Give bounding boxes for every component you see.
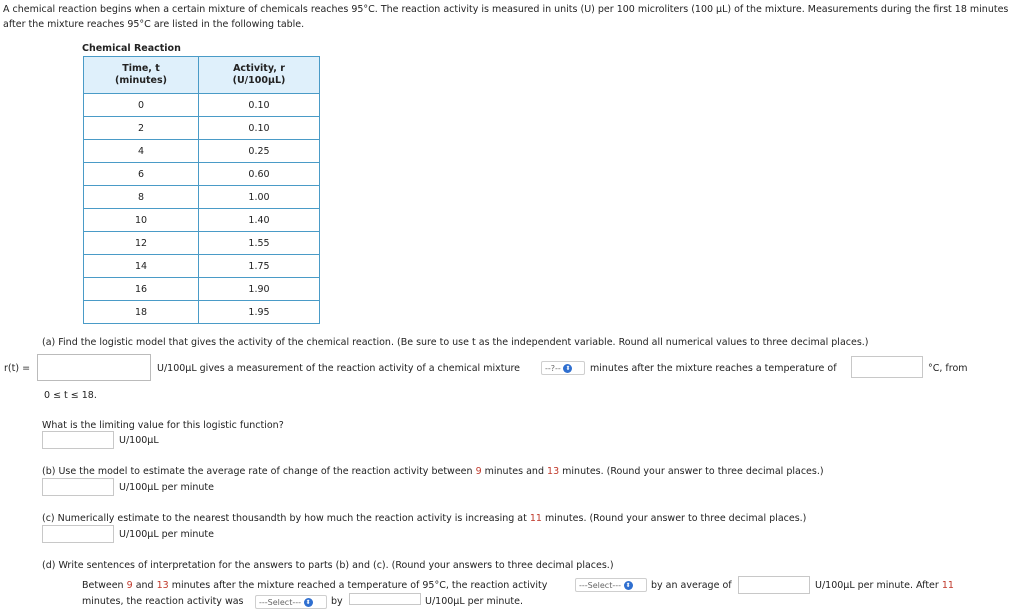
time-header: Time, t (minutes) <box>84 57 199 94</box>
part-c-unit: U/100µL per minute <box>119 529 214 540</box>
change-direction-select-2[interactable]: ---Select--- ⬍ <box>255 595 327 609</box>
activity-cell: 1.75 <box>199 255 320 278</box>
time-unit-select[interactable]: --?-- ⬍ <box>541 361 585 375</box>
intro-text: A chemical reaction begins when a certain mixture of chemicals reaches 95°C. The reaction activity is measured in units (U) per 100 microliters (100 µL) of the mixture. Measurements during the first 18 minutes after the mixture reaches 95°C are listed in the following table. <box>3 4 1009 30</box>
part-d-sentence1: Between 9 and 13 minutes after the mixture reached a temperature of 95°C, the reaction activity <box>82 580 548 591</box>
chevron-down-icon: ⬍ <box>565 365 571 372</box>
part-b-prompt: (b) Use the model to estimate the average rate of change of the reaction activity between 9 minutes and 13 minutes. (Round your answer to three decimal places.) <box>42 466 824 477</box>
table-row <box>84 209 320 232</box>
part-b-unit: U/100µL per minute <box>119 482 214 493</box>
time-cell: 16 <box>84 278 199 301</box>
table-row <box>84 301 320 324</box>
activity-cell: 1.55 <box>199 232 320 255</box>
activity-cell: 1.95 <box>199 301 320 324</box>
limit-question: What is the limiting value for this logistic function? <box>42 420 284 431</box>
rate-estimate-input[interactable] <box>42 525 114 543</box>
limit-unit: U/100µL <box>119 435 159 446</box>
part-d-prompt: (d) Write sentences of interpretation for the answers to parts (b) and (c). (Round your answers to three decimal places.) <box>42 560 614 571</box>
table-row <box>84 117 320 140</box>
data-table <box>83 56 320 324</box>
table-row <box>84 140 320 163</box>
part-d-text-end: U/100µL per minute. <box>425 596 523 607</box>
activity-cell: 0.10 <box>199 94 320 117</box>
part-d-text-after: U/100µL per minute. After 11 <box>815 580 954 591</box>
logistic-model-input[interactable] <box>37 354 151 381</box>
part-d-text-by: by <box>331 596 343 607</box>
time-cell: 14 <box>84 255 199 278</box>
activity-cell: 1.90 <box>199 278 320 301</box>
part-a-prompt: (a) Find the logistic model that gives the activity of the chemical reaction. (Be sure to use t as the independent variable. Round all numerical values to three decimal places.) <box>42 337 869 348</box>
table-row <box>84 232 320 255</box>
part-a-text3: °C, from <box>928 363 968 374</box>
change-direction-select-1[interactable]: ---Select--- ⬍ <box>575 578 647 592</box>
avg-interpretation-input[interactable] <box>738 576 810 594</box>
temperature-input[interactable] <box>851 356 923 378</box>
activity-cell: 0.10 <box>199 117 320 140</box>
time-cell: 6 <box>84 163 199 186</box>
function-label: r(t) = <box>4 363 31 374</box>
table-row <box>84 163 320 186</box>
time-cell: 12 <box>84 232 199 255</box>
domain-text: 0 ≤ t ≤ 18. <box>44 390 97 401</box>
table-row <box>84 278 320 301</box>
time-cell: 2 <box>84 117 199 140</box>
activity-cell: 1.00 <box>199 186 320 209</box>
time-cell: 8 <box>84 186 199 209</box>
chevron-down-icon: ⬍ <box>305 599 311 606</box>
table-row <box>84 255 320 278</box>
rate-interpretation-input[interactable] <box>349 593 421 605</box>
part-c-prompt: (c) Numerically estimate to the nearest thousandth by how much the reaction activity is increasing at 11 minutes. (Round your answer to three decimal places.) <box>42 513 807 524</box>
part-d-text-avg: by an average of <box>651 580 732 591</box>
table-row <box>84 186 320 209</box>
time-cell: 18 <box>84 301 199 324</box>
activity-cell: 1.40 <box>199 209 320 232</box>
avg-rate-input[interactable] <box>42 478 114 496</box>
part-a-text2: minutes after the mixture reaches a temperature of <box>590 363 837 374</box>
time-cell: 0 <box>84 94 199 117</box>
part-d-sentence2: minutes, the reaction activity was <box>82 596 244 607</box>
part-a-text1: U/100µL gives a measurement of the reaction activity of a chemical mixture <box>157 363 521 374</box>
time-cell: 10 <box>84 209 199 232</box>
activity-cell: 0.25 <box>199 140 320 163</box>
table-caption: Chemical Reaction <box>82 43 181 54</box>
limit-input[interactable] <box>42 431 114 449</box>
activity-cell: 0.60 <box>199 163 320 186</box>
table-row <box>84 94 320 117</box>
activity-header: Activity, r (U/100µL) <box>199 57 320 94</box>
chevron-down-icon: ⬍ <box>625 582 631 589</box>
time-cell: 4 <box>84 140 199 163</box>
